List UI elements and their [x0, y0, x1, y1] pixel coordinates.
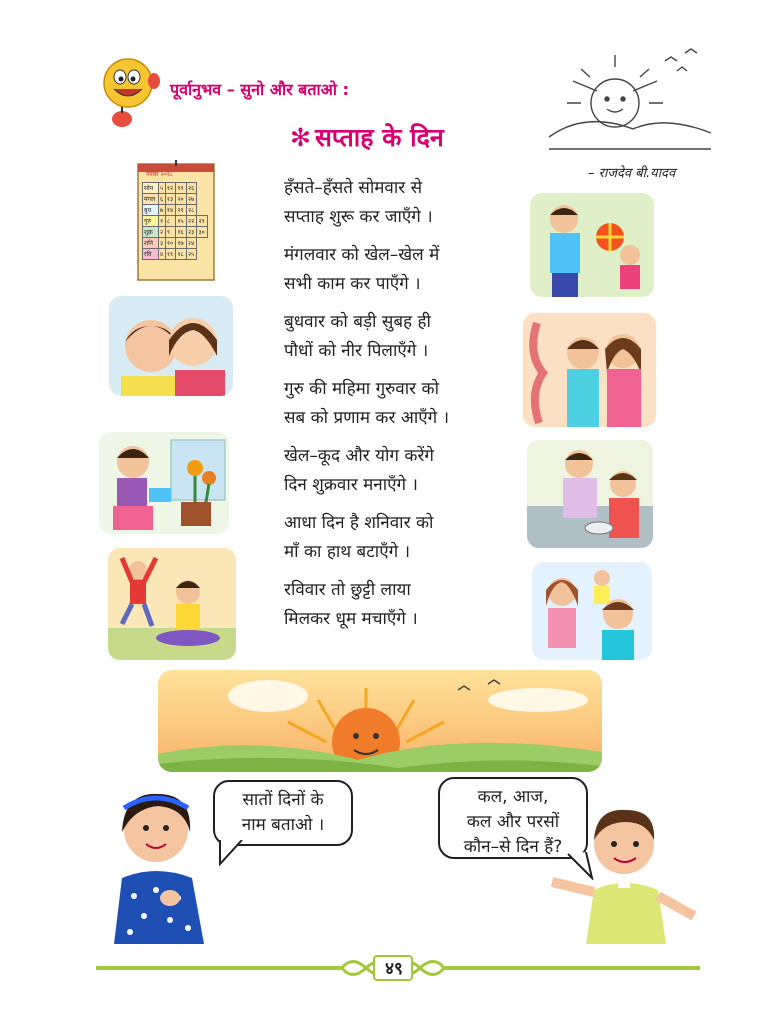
poem-line: मिलकर धूम मचाएँगे । [284, 609, 418, 629]
calendar-day-name: शुक्र [143, 227, 159, 238]
calendar-row [143, 194, 208, 205]
poem-stanza [284, 442, 524, 500]
calendar-row [143, 238, 208, 249]
calendar-date: १३ [165, 194, 176, 205]
calendar-date: २६ [186, 183, 197, 194]
speech-bubble-line: नाम बताओ । [241, 815, 325, 835]
illustration-children-playing-ball [530, 193, 654, 297]
author-credit: – राजदेव बी.यादव [588, 166, 676, 181]
sunset-banner [158, 670, 602, 772]
calendar-date: ३० [197, 227, 208, 238]
calendar-row [143, 216, 208, 227]
calendar-date: ५ [158, 183, 165, 194]
illustration-children-celebrating [532, 562, 652, 660]
calendar-date: ६ [158, 194, 165, 205]
poem-line: रविवार तो छुट्टी लाया [284, 580, 411, 600]
poem-line: सब को प्रणाम कर आएँगे । [284, 408, 450, 428]
calendar-month: नवंबर २०१८ [146, 171, 173, 178]
calendar-day-name: रवि [143, 249, 159, 260]
calendar-date: २३ [186, 227, 197, 238]
calendar-date: १४ [165, 205, 176, 216]
calendar-date: १० [165, 238, 176, 249]
calendar-table [142, 182, 208, 260]
calendar-date: ७ [158, 205, 165, 216]
calendar-illustration [136, 160, 216, 282]
calendar-date: ८ [165, 216, 176, 227]
poem-stanza [284, 241, 524, 299]
poem-line: सप्ताह शुरू कर जाएँगे । [284, 207, 433, 227]
calendar-date: २५ [186, 249, 197, 260]
calendar-date: २४ [186, 238, 197, 249]
calendar-row [143, 227, 208, 238]
speech-bubble-line: सातों दिनों के [242, 790, 324, 810]
illustration-children-greeting-guru [523, 313, 656, 427]
calendar-date: १५ [176, 216, 187, 227]
calendar-date: १७ [176, 238, 187, 249]
illustration-yoga-children [108, 548, 236, 660]
calendar-date: २२ [186, 216, 197, 227]
illustration-two-children [109, 296, 233, 396]
calendar-date: २८ [186, 205, 197, 216]
poem-line: गुरु की महिमा गुरुवार को [284, 379, 439, 399]
calendar-date: ९ [165, 227, 176, 238]
illustration-helping-mother [527, 440, 653, 548]
poem-line: आधा दिन है शनिवार को [284, 513, 434, 533]
calendar-row [143, 183, 208, 194]
calendar-date: २० [176, 194, 187, 205]
poem-line: माँ का हाथ बटाएँगे । [284, 542, 411, 562]
calendar-date: १८ [176, 249, 187, 260]
poem-line: हँसते–हँसते सोमवार से [284, 178, 423, 198]
calendar-date: १ [158, 216, 165, 227]
poem-line: खेल–कूद और योग करेंगे [284, 446, 434, 466]
calendar-row [143, 205, 208, 216]
poem-stanza [284, 375, 524, 433]
sun-sketch-icon [545, 45, 715, 155]
speech-bubble-line: कल, आज, [477, 787, 549, 807]
page-number: ४९ [385, 959, 403, 979]
calendar-date: १२ [165, 183, 176, 194]
calendar-row [143, 249, 208, 260]
calendar-date: १६ [176, 227, 187, 238]
poem-line: पौधों को नीर पिलाएँगे । [284, 341, 429, 361]
poem [284, 174, 524, 643]
poem-stanza [284, 308, 524, 366]
calendar-day-name: बुध [143, 205, 159, 216]
calendar-date: २१ [176, 205, 187, 216]
calendar-date: २७ [186, 194, 197, 205]
poem-title-text: सप्ताह के दिन [314, 123, 444, 152]
calendar-date: २९ [197, 216, 208, 227]
speech-bubble-left-tail [216, 840, 246, 866]
calendar-date: २ [158, 227, 165, 238]
speech-bubble-right-tail [566, 852, 594, 880]
calendar-date: ३ [158, 238, 165, 249]
poem-line: बुधवार को बड़ी सुबह ही [284, 312, 431, 332]
section-label: पूर्वानुभव – सुनो और बताओ : [170, 80, 349, 99]
calendar-date: १९ [176, 183, 187, 194]
calendar-day-name: गुरु [143, 216, 159, 227]
poem-stanza [284, 509, 524, 567]
calendar-day-name: मंगल [143, 194, 159, 205]
calendar-day-name: सोम [143, 183, 159, 194]
illustration-girl-watering-plants [99, 432, 229, 534]
smiley-mascot-icon [98, 55, 164, 135]
poem-stanza [284, 174, 524, 232]
poem-line: मंगलवार को खेल–खेल में [284, 245, 440, 265]
poem-line: दिन शुक्रवार मनाएँगे । [284, 475, 418, 495]
star-icon: ✻ [290, 123, 311, 152]
speech-bubble-line: कल और परसों [466, 812, 560, 832]
calendar-date: ४ [158, 249, 165, 260]
speech-bubble-line: कौन–से दिन हैं? [463, 837, 563, 857]
illustration-girl-speaking [100, 786, 216, 944]
poem-title [290, 120, 444, 154]
calendar-day-name: शनि [143, 238, 159, 249]
speech-bubble-left [213, 780, 353, 846]
speech-bubble-right [438, 777, 588, 859]
poem-stanza [284, 576, 524, 634]
calendar-date: ११ [165, 249, 176, 260]
poem-line: सभी काम कर पाएँगे । [284, 274, 421, 294]
